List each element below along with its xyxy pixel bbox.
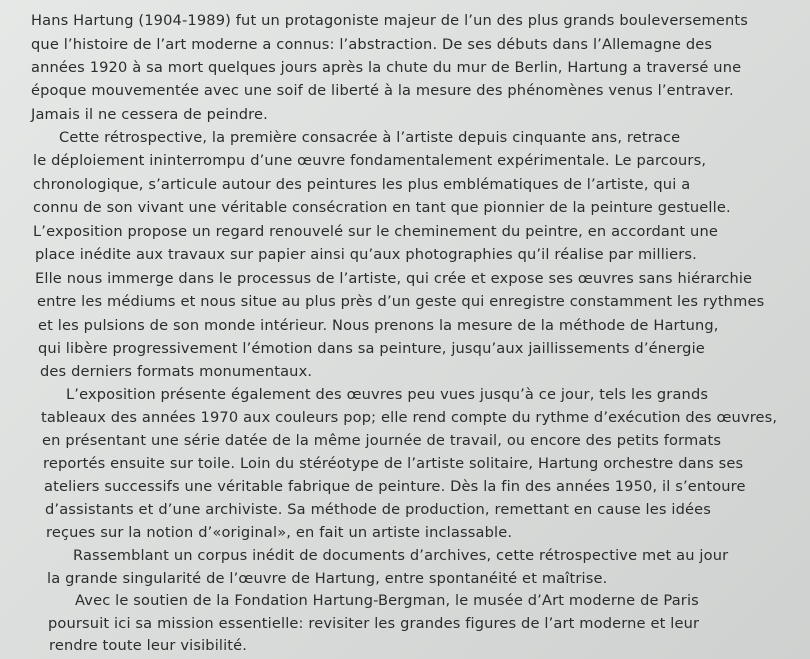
text-line: le déploiement ininterrompu d’une œuvre fondamentalement expérimentale. Le parcours, xyxy=(33,152,707,169)
text-line: Jamais il ne cessera de peindre. xyxy=(31,106,268,123)
text-line: rendre toute leur visibilité. xyxy=(49,637,248,654)
text-line: place inédite aux travaux sur papier ainsi qu’aux photographies qu’il réalise par milliers. xyxy=(35,246,697,263)
text-line: ateliers successifs une véritable fabrique de peinture. Dès la fin des années 1950, il s’entoure xyxy=(44,478,746,495)
text-line: Rassemblant un corpus inédit de documents d’archives, cette rétrospective met au jour xyxy=(73,547,729,564)
text-line: Cette rétrospective, la première consacrée à l’artiste depuis cinquante ans, retrace xyxy=(59,129,681,146)
text-line: la grande singularité de l’œuvre de Hartung, entre spontanéité et maîtrise. xyxy=(47,570,608,587)
text-line: poursuit ici sa mission essentielle: revisiter les grandes figures de l’art moderne et leur xyxy=(48,615,700,632)
text-line: époque mouvementée avec une soif de liberté à la mesure des phénomènes venus l’entraver. xyxy=(31,82,734,99)
text-line: qui libère progressivement l’émotion dans sa peinture, jusqu’aux jaillissements d’énergie xyxy=(38,340,705,357)
text-line: d’assistants et d’une archiviste. Sa méthode de production, remettant en cause les idées xyxy=(45,501,712,518)
text-line: années 1920 à sa mort quelques jours après la chute du mur de Berlin, Hartung a traversé une xyxy=(31,59,742,76)
text-line: reçues sur la notion d’«original», en fait un artiste inclassable. xyxy=(46,524,513,541)
text-line: des derniers formats monumentaux. xyxy=(40,363,313,380)
text-line: chronologique, s’articule autour des peintures les plus emblématiques de l’artiste, qui a xyxy=(33,176,691,193)
text-line: Elle nous immerge dans le processus de l’artiste, qui crée et expose ses œuvres sans hiérarchie xyxy=(35,270,753,287)
text-line: Hans Hartung (1904-1989) fut un protagoniste majeur de l’un des plus grands bouleversements xyxy=(31,12,749,29)
text-line: connu de son vivant une véritable consécration en tant que pionnier de la peinture gestuelle. xyxy=(33,199,731,216)
text-line: reportés ensuite sur toile. Loin du stéréotype de l’artiste solitaire, Hartung orchestre dans ses xyxy=(43,455,744,472)
text-line: L’exposition propose un regard renouvelé sur le cheminement du peintre, en accordant une xyxy=(33,223,718,240)
text-line: que l’histoire de l’art moderne a connus: l’abstraction. De ses débuts dans l’Allemagne des xyxy=(31,36,713,53)
text-line: tableaux des années 1970 aux couleurs pop; elle rend compte du rythme d’exécution des œuvres, xyxy=(41,409,778,426)
text-line: et les pulsions de son monde intérieur. Nous prenons la mesure de la méthode de Hartung, xyxy=(38,317,719,334)
text-line: L’exposition présente également des œuvres peu vues jusqu’à ce jour, tels les grands xyxy=(66,386,709,403)
text-line: Avec le soutien de la Fondation Hartung-Bergman, le musée d’Art moderne de Paris xyxy=(75,592,699,609)
text-line: entre les médiums et nous situe au plus près d’un geste qui enregistre constamment les rythmes xyxy=(37,293,765,310)
text-line: en présentant une série datée de la même journée de travail, ou encore des petits formats xyxy=(42,432,722,449)
